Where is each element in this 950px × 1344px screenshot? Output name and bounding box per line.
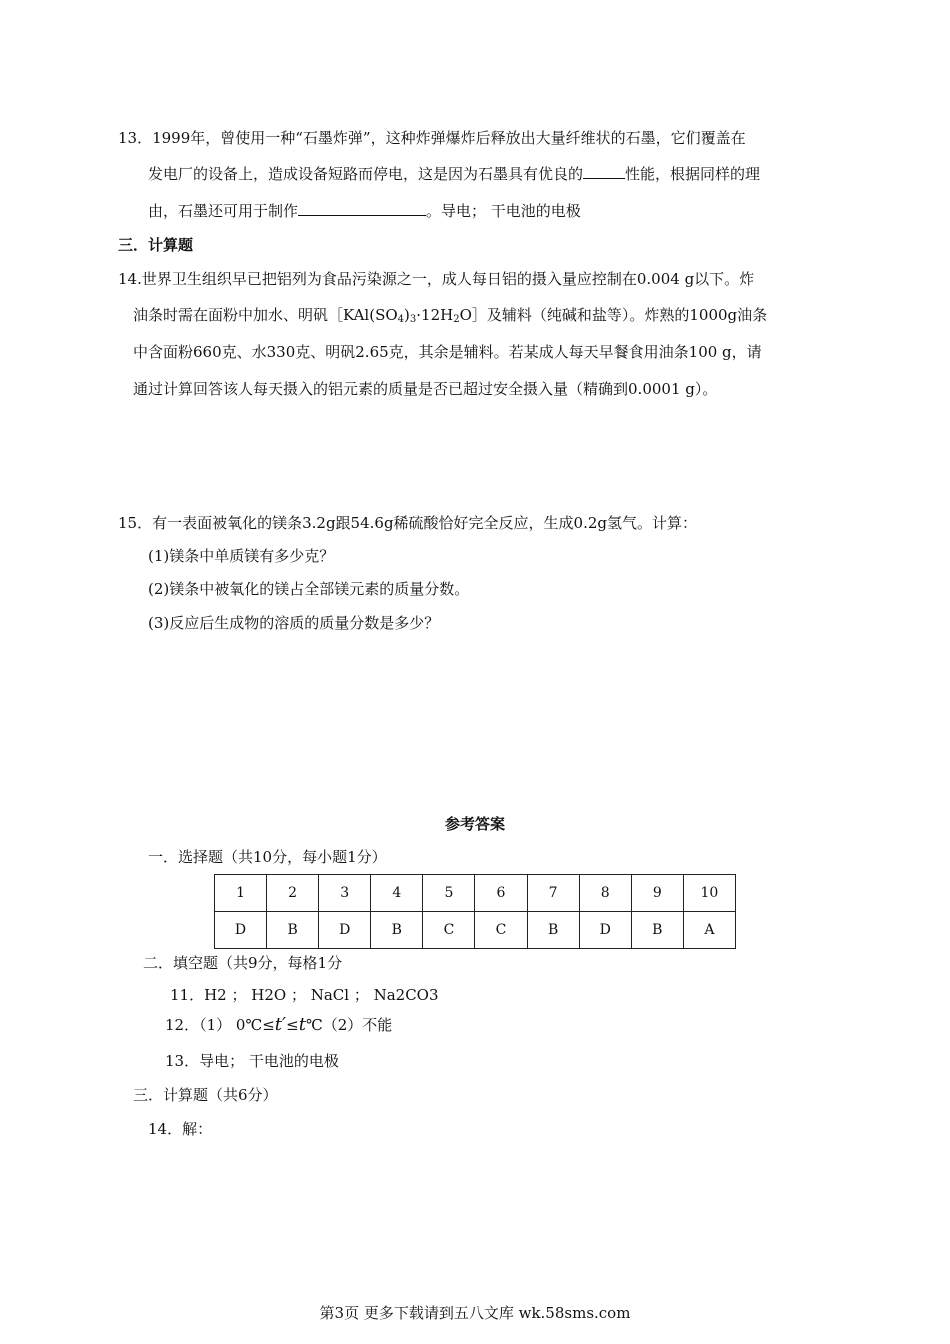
table-cell: A <box>683 912 735 949</box>
q13-line3-text-b: 。导电； 干电池的电极 <box>426 202 581 220</box>
q15-sub3: (3)反应后生成物的溶质的质量分数是多少？ <box>148 614 440 632</box>
answer-14: 14．解： <box>148 1120 213 1138</box>
answer-12-c: ℃（2）不能 <box>305 1016 393 1034</box>
table-cell: D <box>319 912 371 949</box>
q15-line1: 15．有一表面被氧化的镁条3.2g跟54.6g稀硫酸恰好完全反应，生成0.2g氢气。计算： <box>118 514 698 532</box>
answer-13: 13．导电； 干电池的电极 <box>165 1052 339 1070</box>
answer-11: 11．H2 ； H2O ； NaCl ； Na2CO3 <box>170 986 439 1004</box>
answer-12-b: ≤ <box>286 1016 299 1034</box>
answers-part2: 二．填空题（共9分，每格1分 <box>143 954 343 972</box>
table-cell: 7 <box>527 875 579 912</box>
q15-sub2: (2)镁条中被氧化的镁占全部镁元素的质量分数。 <box>148 580 470 598</box>
answers-title: 参考答案 <box>444 815 505 833</box>
answer-12-a: 12．（1） 0℃≤ <box>165 1016 275 1034</box>
answer-table-header-row <box>215 875 736 912</box>
q13-line3-text-a: 由，石墨还可用于制作 <box>148 202 299 220</box>
section3-title: 三．计算题 <box>118 236 194 254</box>
table-cell: B <box>371 912 423 949</box>
table-cell: 3 <box>319 875 371 912</box>
table-cell: D <box>215 912 267 949</box>
q14-sub-4: 4 <box>397 314 405 325</box>
q13-line2-text-a: 发电厂的设备上，造成设备短路而停电，这是因为石墨具有优良的 <box>148 165 584 183</box>
q14-line2 <box>133 304 767 331</box>
table-cell: 4 <box>371 875 423 912</box>
answers-part1: 一．选择题（共10分，每小题1分） <box>148 848 387 866</box>
q14-sub-2: 2 <box>453 314 460 325</box>
answer-12-t-prime: t′ <box>274 1014 287 1035</box>
table-cell: 10 <box>683 875 735 912</box>
answer-table-values-row <box>215 912 736 949</box>
table-cell: 8 <box>579 875 631 912</box>
q15-sub1: (1)镁条中单质镁有多少克？ <box>148 547 335 565</box>
table-cell: 1 <box>215 875 267 912</box>
q13-blank-1 <box>583 164 625 179</box>
q14-line2-d: O］及辅料（纯碱和盐等）。炸熟的1000g油条 <box>459 306 768 324</box>
answer-12 <box>165 1014 392 1036</box>
table-cell: B <box>631 912 683 949</box>
q14-line1: 14.世界卫生组织早已把铝列为食品污染源之一，成人每日铝的摄入量应控制在0.004 g以下。炸 <box>118 270 755 288</box>
table-cell: 5 <box>423 875 475 912</box>
table-cell: B <box>527 912 579 949</box>
q13-line2 <box>148 163 760 185</box>
q14-line4: 通过计算回答该人每天摄入的铝元素的质量是否已超过安全摄入量（精确到0.0001 g）。 <box>133 380 718 398</box>
answer-12-t: t <box>298 1014 306 1035</box>
q14-line2-b: ) <box>404 306 410 324</box>
q13-line2-text-b: 性能，根据同样的理 <box>625 165 761 183</box>
q13-blank-2 <box>298 201 426 216</box>
table-cell: 6 <box>475 875 527 912</box>
q14-line3: 中含面粉660克、水330克、明矾2.65克，其余是辅料。若某成人每天早餐食用油条100 g，请 <box>133 343 762 361</box>
page-footer: 第3页 更多下载请到五八文库 wk.58sms.com <box>319 1304 631 1322</box>
answers-part3: 三．计算题（共6分） <box>133 1086 278 1104</box>
q13-line3 <box>148 200 581 222</box>
q14-line2-a: 油条时需在面粉中加水、明矾［KAl(SO <box>133 306 398 324</box>
table-cell: 9 <box>631 875 683 912</box>
table-cell: B <box>267 912 319 949</box>
table-cell: C <box>475 912 527 949</box>
table-cell: D <box>579 912 631 949</box>
table-cell: 2 <box>267 875 319 912</box>
table-cell: C <box>423 912 475 949</box>
q13-line1: 13．1999年，曾使用一种“石墨炸弹”，这种炸弹爆炸后释放出大量纤维状的石墨，它们覆盖在 <box>118 129 746 147</box>
q14-line2-c: ·12H <box>416 306 454 324</box>
q14-sub-3: 3 <box>409 314 417 325</box>
answer-table <box>214 874 736 949</box>
